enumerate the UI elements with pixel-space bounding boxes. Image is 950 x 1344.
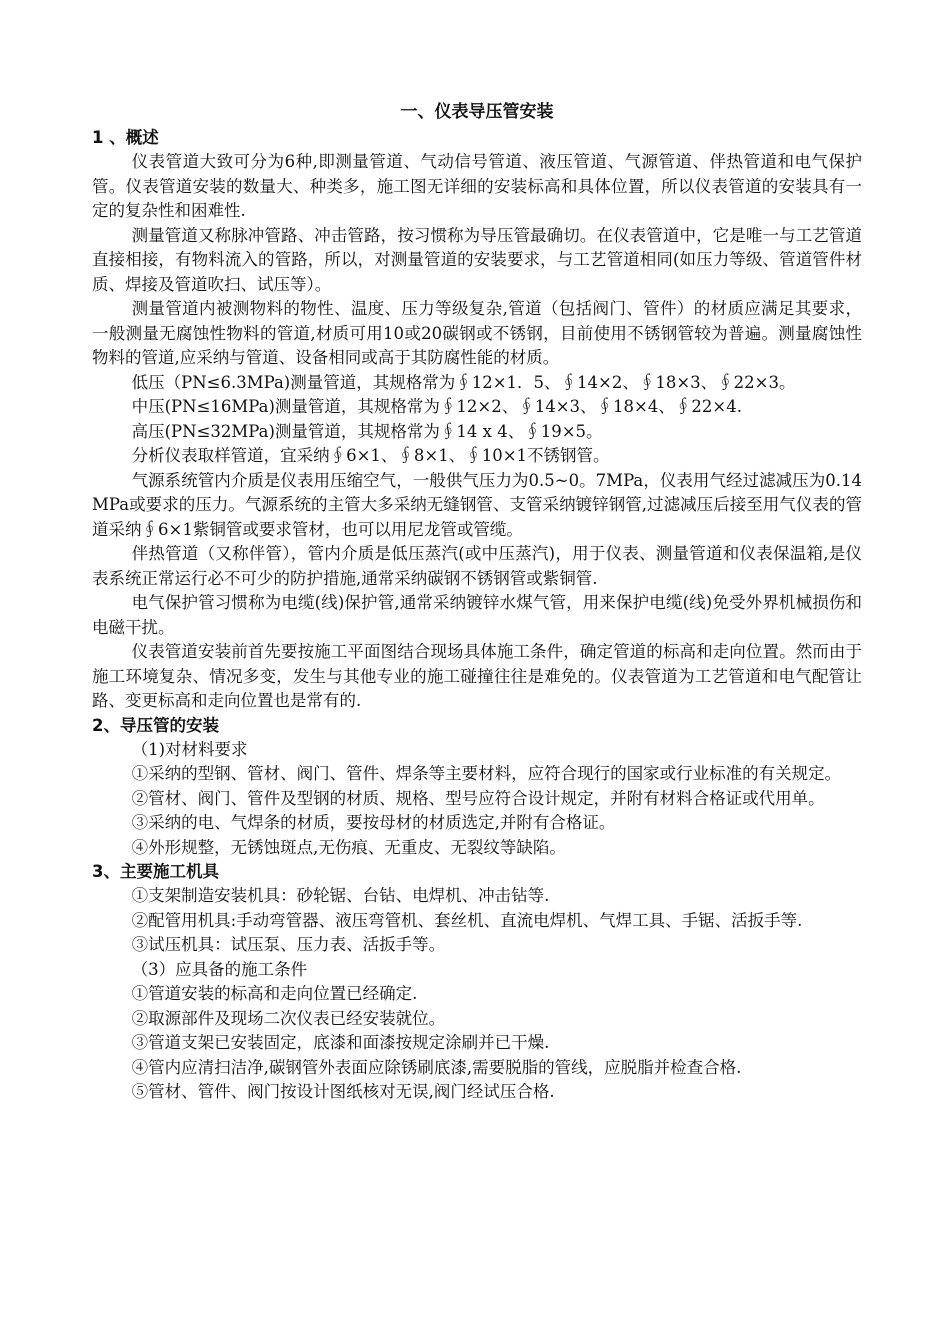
list-item: ②管材、阀门、管件及型钢的材质、规格、型号应符合设计规定，并附有材料合格证或代用单。 <box>131 788 825 808</box>
list-item: ②取源部件及现场二次仪表已经安装就位。 <box>131 1008 446 1028</box>
list-item: ⑤管材、管件、阀门按设计图纸核对无误,阀门经试压合格. <box>131 1082 555 1101</box>
list-item: ①采纳的型钢、管材、阀门、管件、焊条等主要材料，应符合现行的国家或行业标准的有关规定。 <box>131 764 842 783</box>
paragraph: 气源系统管内介质是仪表用压缩空气，一般供气压力为0.5~0。7MPa，仪表用气经过滤减压为0.14MPa或要求的压力。气源系统的主管大多采纳无缝钢管、支管采纳镀锌钢管,过滤减压后接至用气仪表的管道采纳∮6×1紫铜管或要求管材，也可以用尼龙管或管缆。 <box>92 470 862 539</box>
list-item: ③试压机具：试压泵、压力表、活扳手等。 <box>131 935 446 954</box>
section-2-heading: 2、导压管的安装 <box>92 715 219 735</box>
document-title: 一、仪表导压管安装 <box>400 102 554 122</box>
spec-line-analysis: 分析仪表取样管道，宜采纳∮6×1、∮8×1、∮10×1不锈钢管。 <box>131 446 610 465</box>
section-3-heading: 3、主要施工机具 <box>92 862 219 881</box>
paragraph: 测量管道内被测物料的物性、温度、压力等级复杂,管道（包括阀门、管件）的材质应满足其要求，一般测量无腐蚀性物料的管道,材质可用10或20碳钢或不锈钢，目前使用不锈钢管较为普遍。测量腐蚀性物料的管道,应采纳与管道、设备相同或高于其防腐性能的材质。 <box>92 299 862 367</box>
spec-line-mid: 中压(PN≤16MPa)测量管道，其规格常为∮12×2、∮14×3、∮18×4、∮22×4. <box>131 397 742 416</box>
list-item: ④管内应清扫洁净,碳钢管外表面应除锈刷底漆,需要脱脂的管线，应脱脂并检查合格. <box>131 1057 742 1077</box>
subsection-heading: （1)对材料要求 <box>131 739 248 759</box>
spec-line-low: 低压（PN≤6.3MPa)测量管道，其规格常为∮12×1．5、∮14×2、∮18×3、∮22×3。 <box>131 372 796 392</box>
list-item: ③管道支架已安装固定，底漆和面漆按规定涂刷并已干燥. <box>131 1033 550 1052</box>
list-item: ④外形规整，无锈蚀斑点,无伤痕、无重皮、无裂纹等缺陷。 <box>131 837 566 857</box>
paragraph: 伴热管道（又称伴管），管内介质是低压蒸汽(或中压蒸汽)，用于仪表、测量管道和仪表保温箱,是仪表系统正常运行必不可少的防护措施,通常采纳碳钢不锈钢管或紫铜管. <box>92 544 862 588</box>
paragraph: 测量管道又称脉冲管路、冲击管路，按习惯称为导压管最确切。在仪表管道中，它是唯一与工艺管道直接相接，有物料流入的管路，所以，对测量管道的安装要求，与工艺管道相同(如压力等级、管道管件材质、焊接及管道吹扫、试压等）。 <box>92 225 862 294</box>
subsection-heading: （3）应具备的施工条件 <box>131 959 308 979</box>
paragraph: 仪表管道安装前首先要按施工平面图结合现场具体施工条件，确定管道的标高和走向位置。然而由于施工环境复杂、情况多变，发生与其他专业的施工碰撞往往是难免的。仪表管道为工艺管道和电气配管让路、变更标高和走向位置也是常有的. <box>92 642 862 710</box>
list-item: ②配管用机具:手动弯管器、液压弯管机、套丝机、直流电焊机、气焊工具、手锯、活扳手等. <box>131 910 803 930</box>
spec-line-high: 高压(PN≤32MPa)测量管道，其规格常为∮14 x 4、∮19×5。 <box>131 421 603 441</box>
paragraph: 电气保护管习惯称为电缆(线)保护管,通常采纳镀锌水煤气管，用来保护电缆(线)免受外界机械损伤和电磁干扰。 <box>92 593 862 637</box>
paragraph: 仪表管道大致可分为6种,即测量管道、气动信号管道、液压管道、气源管道、伴热管道和电气保护管。仪表管道安装的数量大、种类多，施工图无详细的安装标高和具体位置，所以仪表管道的安装具有一定的复杂性和困难性. <box>92 152 862 220</box>
list-item: ③采纳的电、气焊条的材质，要按母材的材质选定,并附有合格证。 <box>131 813 616 832</box>
list-item: ①支架制造安装机具：砂轮锯、台钻、电焊机、冲击钻等. <box>131 886 550 905</box>
section-1-heading: 1 、概述 <box>92 128 159 147</box>
list-item: ①管道安装的标高和走向位置已经确定. <box>131 984 418 1003</box>
